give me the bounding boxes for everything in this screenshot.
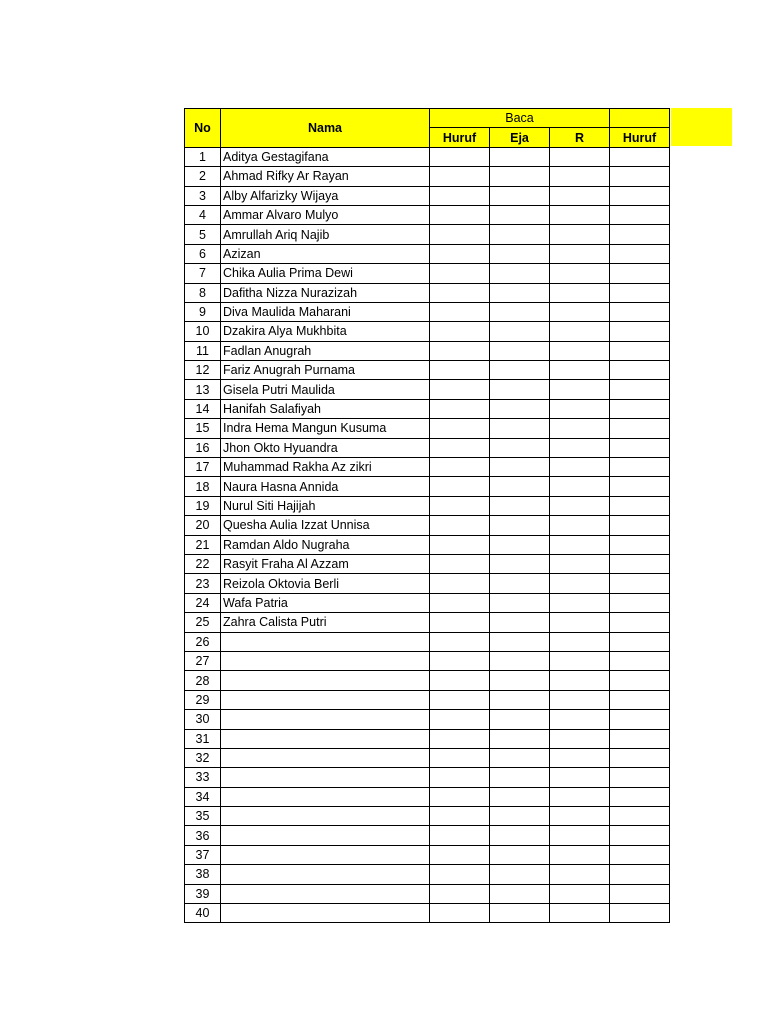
student-name-cell[interactable] [221, 690, 430, 709]
student-name-cell[interactable]: Nurul Siti Hajijah [221, 496, 430, 515]
baca-r-cell[interactable] [550, 341, 610, 360]
table-row [185, 205, 670, 224]
student-name-cell[interactable] [221, 671, 430, 690]
row-number-cell[interactable]: 1 [185, 147, 221, 166]
row-number-cell[interactable]: 27 [185, 651, 221, 670]
baca-eja-cell[interactable] [490, 283, 550, 302]
huruf-cell[interactable] [610, 341, 670, 360]
table-row [185, 225, 670, 244]
baca-huruf-cell[interactable] [430, 593, 490, 612]
table-row [185, 554, 670, 573]
huruf-cell[interactable] [610, 632, 670, 651]
table-row [185, 865, 670, 884]
table-row [185, 535, 670, 554]
baca-huruf-cell[interactable] [430, 845, 490, 864]
student-name-cell[interactable]: Fadlan Anugrah [221, 341, 430, 360]
student-name-cell[interactable] [221, 748, 430, 767]
row-number-cell[interactable]: 24 [185, 593, 221, 612]
header-nama: Nama [221, 109, 430, 148]
baca-r-cell[interactable] [550, 613, 610, 632]
baca-eja-cell[interactable] [490, 419, 550, 438]
table-row [185, 477, 670, 496]
row-number-cell[interactable]: 30 [185, 710, 221, 729]
baca-r-cell[interactable] [550, 496, 610, 515]
student-name-cell[interactable]: Indra Hema Mangun Kusuma [221, 419, 430, 438]
baca-huruf-cell[interactable] [430, 690, 490, 709]
table-row [185, 361, 670, 380]
baca-eja-cell[interactable] [490, 438, 550, 457]
row-number-cell[interactable]: 9 [185, 302, 221, 321]
huruf-cell[interactable] [610, 419, 670, 438]
huruf-cell[interactable] [610, 748, 670, 767]
baca-r-cell[interactable] [550, 516, 610, 535]
row-number-cell[interactable]: 39 [185, 884, 221, 903]
baca-eja-cell[interactable] [490, 361, 550, 380]
student-name-cell[interactable] [221, 865, 430, 884]
huruf-cell[interactable] [610, 244, 670, 263]
baca-huruf-cell[interactable] [430, 302, 490, 321]
baca-huruf-cell[interactable] [430, 147, 490, 166]
baca-huruf-cell[interactable] [430, 496, 490, 515]
table-row [185, 729, 670, 748]
baca-eja-cell[interactable] [490, 186, 550, 205]
row-number-cell[interactable]: 20 [185, 516, 221, 535]
row-number-cell[interactable]: 19 [185, 496, 221, 515]
baca-eja-cell[interactable] [490, 865, 550, 884]
baca-r-cell[interactable] [550, 632, 610, 651]
student-name-cell[interactable]: Reizola Oktovia Berli [221, 574, 430, 593]
student-name-cell[interactable] [221, 729, 430, 748]
baca-huruf-cell[interactable] [430, 225, 490, 244]
baca-eja-cell[interactable] [490, 205, 550, 224]
baca-eja-cell[interactable] [490, 710, 550, 729]
table-row [185, 632, 670, 651]
baca-r-cell[interactable] [550, 205, 610, 224]
baca-r-cell[interactable] [550, 322, 610, 341]
table-row [185, 283, 670, 302]
student-name-cell[interactable] [221, 632, 430, 651]
huruf-cell[interactable] [610, 516, 670, 535]
baca-huruf-cell[interactable] [430, 264, 490, 283]
baca-r-cell[interactable] [550, 651, 610, 670]
baca-eja-cell[interactable] [490, 167, 550, 186]
table-row [185, 710, 670, 729]
huruf-cell[interactable] [610, 535, 670, 554]
table-row [185, 593, 670, 612]
baca-r-cell[interactable] [550, 147, 610, 166]
baca-eja-cell[interactable] [490, 671, 550, 690]
table-row [185, 419, 670, 438]
baca-r-cell[interactable] [550, 768, 610, 787]
table-row [185, 244, 670, 263]
baca-eja-cell[interactable] [490, 244, 550, 263]
baca-eja-cell[interactable] [490, 884, 550, 903]
header-no: No [185, 109, 221, 148]
baca-eja-cell[interactable] [490, 613, 550, 632]
baca-r-cell[interactable] [550, 865, 610, 884]
baca-eja-cell[interactable] [490, 807, 550, 826]
row-number-cell[interactable]: 23 [185, 574, 221, 593]
baca-r-cell[interactable] [550, 884, 610, 903]
row-number-cell[interactable]: 25 [185, 613, 221, 632]
baca-r-cell[interactable] [550, 729, 610, 748]
student-name-cell[interactable] [221, 768, 430, 787]
table-row [185, 671, 670, 690]
student-name-cell[interactable]: Dafitha Nizza Nurazizah [221, 283, 430, 302]
row-number-cell[interactable]: 4 [185, 205, 221, 224]
baca-huruf-cell[interactable] [430, 380, 490, 399]
baca-huruf-cell[interactable] [430, 710, 490, 729]
row-number-cell[interactable]: 6 [185, 244, 221, 263]
table-row [185, 167, 670, 186]
baca-eja-cell[interactable] [490, 748, 550, 767]
baca-r-cell[interactable] [550, 845, 610, 864]
baca-huruf-cell[interactable] [430, 535, 490, 554]
student-name-cell[interactable] [221, 787, 430, 806]
baca-eja-cell[interactable] [490, 477, 550, 496]
table-row [185, 302, 670, 321]
baca-eja-cell[interactable] [490, 225, 550, 244]
baca-huruf-cell[interactable] [430, 438, 490, 457]
baca-r-cell[interactable] [550, 554, 610, 573]
row-number-cell[interactable]: 29 [185, 690, 221, 709]
row-number-cell[interactable]: 40 [185, 904, 221, 923]
student-name-cell[interactable]: Quesha Aulia Izzat Unnisa [221, 516, 430, 535]
student-name-cell[interactable] [221, 807, 430, 826]
student-table [184, 108, 670, 923]
baca-eja-cell[interactable] [490, 768, 550, 787]
huruf-cell[interactable] [610, 613, 670, 632]
baca-r-cell[interactable] [550, 264, 610, 283]
table-row [185, 651, 670, 670]
huruf-cell[interactable] [610, 807, 670, 826]
baca-eja-cell[interactable] [490, 147, 550, 166]
huruf-cell[interactable] [610, 167, 670, 186]
huruf-cell[interactable] [610, 302, 670, 321]
table-row [185, 768, 670, 787]
huruf-cell[interactable] [610, 768, 670, 787]
baca-r-cell[interactable] [550, 748, 610, 767]
student-name-cell[interactable] [221, 904, 430, 923]
row-number-cell[interactable]: 33 [185, 768, 221, 787]
baca-huruf-cell[interactable] [430, 341, 490, 360]
baca-r-cell[interactable] [550, 438, 610, 457]
huruf-cell[interactable] [610, 826, 670, 845]
baca-eja-cell[interactable] [490, 516, 550, 535]
baca-eja-cell[interactable] [490, 729, 550, 748]
baca-huruf-cell[interactable] [430, 865, 490, 884]
header-baca: Baca [430, 109, 610, 128]
baca-eja-cell[interactable] [490, 632, 550, 651]
baca-huruf-cell[interactable] [430, 768, 490, 787]
baca-eja-cell[interactable] [490, 554, 550, 573]
baca-r-cell[interactable] [550, 244, 610, 263]
baca-r-cell[interactable] [550, 593, 610, 612]
baca-huruf-cell[interactable] [430, 671, 490, 690]
baca-huruf-cell[interactable] [430, 186, 490, 205]
student-name-cell[interactable] [221, 845, 430, 864]
baca-huruf-cell[interactable] [430, 554, 490, 573]
table-row [185, 186, 670, 205]
baca-r-cell[interactable] [550, 574, 610, 593]
row-number-cell[interactable]: 21 [185, 535, 221, 554]
huruf-cell[interactable] [610, 671, 670, 690]
huruf-cell[interactable] [610, 865, 670, 884]
student-name-cell[interactable]: Chika Aulia Prima Dewi [221, 264, 430, 283]
huruf-cell[interactable] [610, 283, 670, 302]
baca-huruf-cell[interactable] [430, 361, 490, 380]
student-name-cell[interactable]: Aditya Gestagifana [221, 147, 430, 166]
table-row [185, 748, 670, 767]
table-row [185, 516, 670, 535]
baca-eja-cell[interactable] [490, 341, 550, 360]
student-name-cell[interactable]: Dzakira Alya Mukhbita [221, 322, 430, 341]
baca-eja-cell[interactable] [490, 787, 550, 806]
huruf-cell[interactable] [610, 458, 670, 477]
baca-r-cell[interactable] [550, 690, 610, 709]
huruf-cell[interactable] [610, 884, 670, 903]
baca-huruf-cell[interactable] [430, 419, 490, 438]
baca-huruf-cell[interactable] [430, 322, 490, 341]
student-name-cell[interactable]: Ammar Alvaro Mulyo [221, 205, 430, 224]
table-row [185, 147, 670, 166]
baca-huruf-cell[interactable] [430, 458, 490, 477]
baca-r-cell[interactable] [550, 167, 610, 186]
baca-r-cell[interactable] [550, 283, 610, 302]
table-row [185, 845, 670, 864]
huruf-cell[interactable] [610, 496, 670, 515]
table-row [185, 884, 670, 903]
table-row [185, 904, 670, 923]
baca-eja-cell[interactable] [490, 380, 550, 399]
huruf-cell[interactable] [610, 361, 670, 380]
student-name-cell[interactable]: Rasyit Fraha Al Azzam [221, 554, 430, 573]
row-number-cell[interactable]: 36 [185, 826, 221, 845]
huruf-cell[interactable] [610, 554, 670, 573]
huruf-cell[interactable] [610, 380, 670, 399]
row-number-cell[interactable]: 26 [185, 632, 221, 651]
table-row [185, 380, 670, 399]
huruf-cell[interactable] [610, 225, 670, 244]
baca-r-cell[interactable] [550, 826, 610, 845]
student-name-cell[interactable]: Jhon Okto Hyuandra [221, 438, 430, 457]
huruf-cell[interactable] [610, 593, 670, 612]
baca-r-cell[interactable] [550, 458, 610, 477]
baca-eja-cell[interactable] [490, 496, 550, 515]
student-name-cell[interactable]: Fariz Anugrah Purnama [221, 361, 430, 380]
row-number-cell[interactable]: 2 [185, 167, 221, 186]
row-number-cell[interactable]: 38 [185, 865, 221, 884]
baca-r-cell[interactable] [550, 361, 610, 380]
row-number-cell[interactable]: 22 [185, 554, 221, 573]
student-name-cell[interactable]: Ahmad Rifky Ar Rayan [221, 167, 430, 186]
row-number-cell[interactable]: 32 [185, 748, 221, 767]
header-overflow-fill [671, 108, 732, 146]
baca-huruf-cell[interactable] [430, 283, 490, 302]
baca-r-cell[interactable] [550, 787, 610, 806]
huruf-cell[interactable] [610, 477, 670, 496]
student-name-cell[interactable]: Alby Alfarizky Wijaya [221, 186, 430, 205]
row-number-cell[interactable]: 37 [185, 845, 221, 864]
header-r: R [550, 128, 610, 147]
baca-eja-cell[interactable] [490, 651, 550, 670]
header-row-top [185, 109, 670, 128]
baca-huruf-cell[interactable] [430, 904, 490, 923]
header-empty [610, 109, 670, 128]
baca-huruf-cell[interactable] [430, 787, 490, 806]
table-row [185, 264, 670, 283]
huruf-cell[interactable] [610, 205, 670, 224]
table-row [185, 458, 670, 477]
baca-r-cell[interactable] [550, 807, 610, 826]
row-number-cell[interactable]: 3 [185, 186, 221, 205]
table-row [185, 341, 670, 360]
table-row [185, 613, 670, 632]
huruf-cell[interactable] [610, 787, 670, 806]
table-row [185, 690, 670, 709]
baca-huruf-cell[interactable] [430, 632, 490, 651]
baca-eja-cell[interactable] [490, 458, 550, 477]
huruf-cell[interactable] [610, 690, 670, 709]
table-row [185, 826, 670, 845]
baca-eja-cell[interactable] [490, 322, 550, 341]
row-number-cell[interactable]: 15 [185, 419, 221, 438]
student-name-cell[interactable]: Hanifah Salafiyah [221, 399, 430, 418]
baca-r-cell[interactable] [550, 419, 610, 438]
baca-huruf-cell[interactable] [430, 651, 490, 670]
table-row [185, 787, 670, 806]
huruf-cell[interactable] [610, 399, 670, 418]
student-name-cell[interactable]: Wafa Patria [221, 593, 430, 612]
baca-r-cell[interactable] [550, 477, 610, 496]
student-name-cell[interactable] [221, 651, 430, 670]
student-name-cell[interactable]: Azizan [221, 244, 430, 263]
baca-huruf-cell[interactable] [430, 574, 490, 593]
row-number-cell[interactable]: 16 [185, 438, 221, 457]
huruf-cell[interactable] [610, 845, 670, 864]
baca-huruf-cell[interactable] [430, 729, 490, 748]
baca-huruf-cell[interactable] [430, 205, 490, 224]
header-huruf: Huruf [430, 128, 490, 147]
baca-huruf-cell[interactable] [430, 807, 490, 826]
student-name-cell[interactable]: Amrullah Ariq Najib [221, 225, 430, 244]
table-body [185, 147, 670, 923]
row-number-cell[interactable]: 7 [185, 264, 221, 283]
student-name-cell[interactable] [221, 884, 430, 903]
row-number-cell[interactable]: 35 [185, 807, 221, 826]
student-name-cell[interactable] [221, 826, 430, 845]
baca-eja-cell[interactable] [490, 904, 550, 923]
baca-r-cell[interactable] [550, 710, 610, 729]
baca-huruf-cell[interactable] [430, 244, 490, 263]
row-number-cell[interactable]: 14 [185, 399, 221, 418]
baca-huruf-cell[interactable] [430, 399, 490, 418]
baca-huruf-cell[interactable] [430, 613, 490, 632]
huruf-cell[interactable] [610, 186, 670, 205]
row-number-cell[interactable]: 18 [185, 477, 221, 496]
baca-huruf-cell[interactable] [430, 516, 490, 535]
header-huruf-2: Huruf [610, 128, 670, 147]
baca-eja-cell[interactable] [490, 302, 550, 321]
row-number-cell[interactable]: 8 [185, 283, 221, 302]
row-number-cell[interactable]: 5 [185, 225, 221, 244]
baca-eja-cell[interactable] [490, 690, 550, 709]
row-number-cell[interactable]: 17 [185, 458, 221, 477]
baca-huruf-cell[interactable] [430, 748, 490, 767]
row-number-cell[interactable]: 28 [185, 671, 221, 690]
baca-huruf-cell[interactable] [430, 884, 490, 903]
baca-r-cell[interactable] [550, 535, 610, 554]
baca-eja-cell[interactable] [490, 574, 550, 593]
baca-r-cell[interactable] [550, 671, 610, 690]
student-name-cell[interactable]: Muhammad Rakha Az zikri [221, 458, 430, 477]
header-eja: Eja [490, 128, 550, 147]
baca-eja-cell[interactable] [490, 535, 550, 554]
student-name-cell[interactable]: Zahra Calista Putri [221, 613, 430, 632]
huruf-cell[interactable] [610, 438, 670, 457]
row-number-cell[interactable]: 13 [185, 380, 221, 399]
baca-eja-cell[interactable] [490, 826, 550, 845]
huruf-cell[interactable] [610, 264, 670, 283]
baca-r-cell[interactable] [550, 225, 610, 244]
student-name-cell[interactable]: Diva Maulida Maharani [221, 302, 430, 321]
row-number-cell[interactable]: 31 [185, 729, 221, 748]
baca-eja-cell[interactable] [490, 845, 550, 864]
table-header [185, 109, 670, 148]
row-number-cell[interactable]: 34 [185, 787, 221, 806]
huruf-cell[interactable] [610, 651, 670, 670]
huruf-cell[interactable] [610, 322, 670, 341]
baca-r-cell[interactable] [550, 186, 610, 205]
baca-eja-cell[interactable] [490, 593, 550, 612]
table-row [185, 322, 670, 341]
row-number-cell[interactable]: 10 [185, 322, 221, 341]
student-name-cell[interactable]: Naura Hasna Annida [221, 477, 430, 496]
huruf-cell[interactable] [610, 147, 670, 166]
baca-huruf-cell[interactable] [430, 167, 490, 186]
huruf-cell[interactable] [610, 574, 670, 593]
table-row [185, 438, 670, 457]
student-name-cell[interactable]: Gisela Putri Maulida [221, 380, 430, 399]
student-name-cell[interactable]: Ramdan Aldo Nugraha [221, 535, 430, 554]
baca-r-cell[interactable] [550, 380, 610, 399]
table-row [185, 496, 670, 515]
table-row [185, 574, 670, 593]
table-row [185, 399, 670, 418]
huruf-cell[interactable] [610, 904, 670, 923]
table-row [185, 807, 670, 826]
baca-huruf-cell[interactable] [430, 477, 490, 496]
huruf-cell[interactable] [610, 729, 670, 748]
row-number-cell[interactable]: 12 [185, 361, 221, 380]
student-name-cell[interactable] [221, 710, 430, 729]
baca-r-cell[interactable] [550, 399, 610, 418]
huruf-cell[interactable] [610, 710, 670, 729]
baca-r-cell[interactable] [550, 302, 610, 321]
baca-huruf-cell[interactable] [430, 826, 490, 845]
baca-r-cell[interactable] [550, 904, 610, 923]
baca-eja-cell[interactable] [490, 264, 550, 283]
baca-eja-cell[interactable] [490, 399, 550, 418]
row-number-cell[interactable]: 11 [185, 341, 221, 360]
